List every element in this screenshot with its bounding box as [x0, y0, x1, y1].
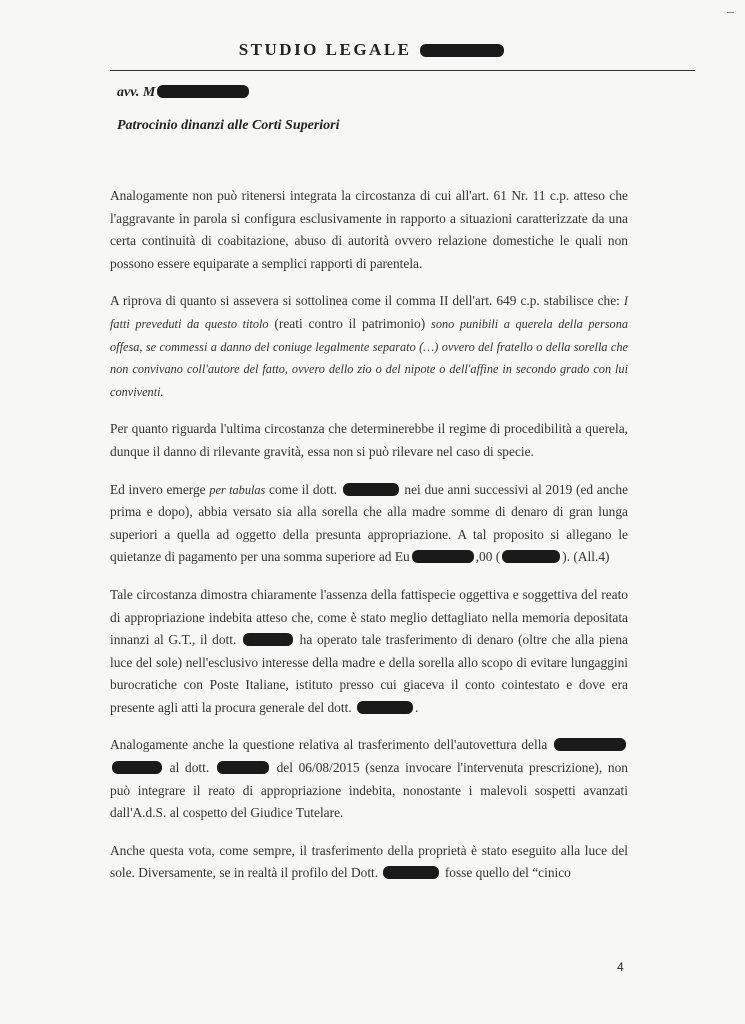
redaction-mark — [383, 866, 439, 879]
redaction-mark — [217, 761, 269, 774]
paragraph-6 — [110, 734, 628, 824]
paragraph-4 — [110, 479, 628, 569]
paragraph-7 — [110, 840, 628, 885]
document-body — [110, 185, 628, 900]
redaction-mark — [157, 85, 249, 98]
redaction-mark — [554, 738, 626, 751]
redaction-mark — [112, 761, 162, 774]
letterhead-title — [0, 40, 745, 60]
redaction-mark — [343, 483, 399, 496]
quotation-italic: sono punibili a querela della persona offesa, se commessi a danno del coniuge legalmente separato (…) ovvero del fratello o della sorella che non convivano coll'autore del fatto, ovvero dello zio o del nipote o dell'affine in secondo grado con lui conviventi. — [110, 316, 628, 399]
paragraph-4-text: come il dott. — [265, 481, 341, 497]
redaction-mark — [357, 701, 413, 714]
paragraph-6-text: al dott. — [164, 760, 215, 776]
paragraph-5-text: ha operato tale trasferimento di denaro (oltre che alla piena luce del sole) nell'esclusivo interesse della madre e della sorella allo scopo di evitare lungaggini burocratiche con Poste Italiane, istituto presso cui giaceva il conto cointestato e dove era presente agli atti la procura generale del dott. — [110, 632, 628, 715]
paragraph-4-text: ). (All.4) — [562, 549, 610, 565]
page-number: 4 — [617, 960, 624, 974]
paragraph-2 — [110, 290, 628, 403]
paragraph-6-text: del 06/08/2015 (senza invocare l'intervenuta prescrizione), non può integrare il reato di appropriazione indebita, nonostante i malevoli sospetti avanzati dall'A.d.S. al cospetto del Giudice Tutelare. — [110, 760, 628, 821]
paragraph-2-text: (reati contro il patrimonio) — [268, 315, 432, 331]
scan-edge-mark — [727, 12, 734, 13]
paragraph-7-text: fosse quello del “cinico — [441, 865, 571, 881]
redaction-mark — [243, 633, 293, 646]
paragraph-4-text: nei due anni successivi al 2019 (ed anche prima e dopo), abbia versato sia alla sorella che alla madre somme di denaro di gran lunga superiori a quella ad oggetto della presunta appropriazione. A tal proposito si allegano le quietanze di pagamento per una somma superiore ad Eu — [110, 481, 629, 565]
latin-phrase-italic: per tabulas — [209, 482, 266, 497]
redaction-mark — [412, 550, 474, 563]
redaction-mark — [502, 550, 560, 563]
header-divider — [110, 70, 695, 71]
paragraph-6-text: Analogamente anche la questione relativa al trasferimento dell'autovettura della — [110, 737, 552, 753]
paragraph-1: Analogamente non può ritenersi integrata la circostanza di cui all'art. 61 Nr. 11 c.p. atteso che l'aggravante in parola si configura esclusivamente in rapporto a situazioni caratterizzate da una certa continuità di coabitazione, abuso di autorità ovvero relazione domestiche le quali non possono essere equiparate a semplici rapporti di parentela. — [110, 188, 628, 271]
paragraph-4-text: ,00 ( — [475, 549, 501, 565]
paragraph-7-text: Anche questa vota, come sempre, il trasferimento della proprietà è stato eseguito alla luce del sole. Diversamente, se in realtà il profilo del Dott. — [110, 842, 628, 881]
paragraph-5-text: . — [415, 699, 419, 715]
redaction-mark — [420, 44, 504, 57]
paragraph-3: Per quanto riguarda l'ultima circostanza che determinerebbe il regime di procedibilità a querela, dunque il danno di rilevante gravità, essa non si può rilevare nel caso di specie. — [110, 421, 628, 459]
paragraph-4-text: Ed invero emerge — [110, 481, 210, 497]
lawyer-name — [117, 85, 251, 101]
letterhead-title-text: STUDIO LEGALE — [238, 40, 412, 59]
letterhead-subtitle: Patrocinio dinanzi alle Corti Superiori — [117, 118, 340, 133]
paragraph-5 — [110, 584, 628, 720]
quotation-italic: I fatti preveduti da questo titolo — [110, 294, 628, 331]
paragraph-2-text: A riprova di quanto si assevera si sottolinea come il comma II dell'art. 649 c.p. stabilisce che: — [110, 293, 624, 309]
paragraph-5-text: Tale circostanza dimostra chiaramente l'assenza della fattispecie oggettiva e soggettiva del reato di appropriazione indebita atteso che, come è stato meglio dettagliato nella memoria depositata innanzi al G.T., il dott. — [110, 586, 628, 648]
lawyer-name-text: avv. M — [117, 85, 156, 100]
